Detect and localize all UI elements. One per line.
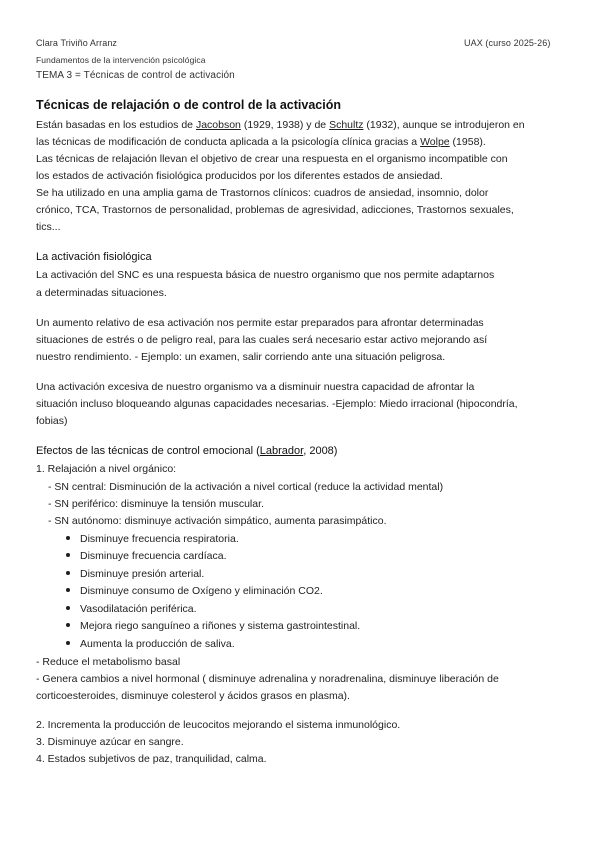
- intro-line-7: tics...: [36, 221, 61, 233]
- effects-item-4: 4. Estados subjetivos de paz, tranquilidad, calma.: [36, 753, 267, 765]
- ref-labrador: Labrador: [259, 445, 304, 457]
- hormonal-line-2: corticoesteroides, disminuye colesterol y ácidos grasos en plasma).: [36, 690, 350, 702]
- activation-p2-line-2: situaciones de estrés o de peligro real, para las cuales será necesario estar activo mejorando así: [36, 334, 488, 346]
- bullet-icon: [66, 606, 70, 610]
- activation-p2-line-3: nuestro rendimiento. - Ejemplo: un examen, salir corriendo ante una situación peligrosa.: [36, 351, 446, 363]
- intro-line-4: los estados de activación fisiológica producidos por los diferentes estados de ansiedad.: [36, 170, 443, 182]
- sn-periferico: - SN periférico: disminuye la tensión muscular.: [48, 498, 264, 510]
- bullet-icon: [66, 588, 70, 592]
- ref-jacobson: Jacobson: [195, 119, 241, 131]
- author-name: Clara Triviño Arranz: [36, 38, 118, 48]
- intro-line-5: Se ha utilizado en una amplia gama de Trastornos clínicos: cuadros de ansiedad, insomnio, dolor: [36, 187, 489, 199]
- intro-line-6: crónico, TCA, Trastornos de personalidad, problemas de agresividad, adicciones, Trastornos sexuales,: [36, 204, 514, 216]
- bullet-icon: [66, 623, 70, 627]
- ref-wolpe: Wolpe: [420, 136, 450, 148]
- list-item: Disminuye frecuencia respiratoria.: [66, 531, 239, 548]
- bullet-icon: [66, 571, 70, 575]
- bullet-icon: [66, 536, 70, 540]
- list-item: Vasodilatación periférica.: [66, 601, 197, 618]
- list-item: Disminuye presión arterial.: [66, 566, 204, 583]
- activation-p1-line-1: La activación del SNC es una respuesta básica de nuestro organismo que nos permite adaptarnos: [36, 269, 495, 281]
- effects-heading: Efectos de las técnicas de control emocional (Labrador, 2008): [36, 445, 338, 457]
- activation-p3-line-3: fobias): [36, 415, 68, 427]
- list-item: Mejora riego sanguíneo a riñones y sistema gastrointestinal.: [66, 618, 360, 635]
- intro-line-2: las técnicas de modificación de conducta aplicada a la psicología clínica gracias a Wolpe (1958).: [36, 136, 486, 148]
- activation-heading: La activación fisiológica: [36, 251, 152, 263]
- page-title: Técnicas de relajación o de control de la activación: [36, 98, 341, 112]
- effects-item-2: 2. Incrementa la producción de leucocitos mejorando el sistema inmunológico.: [36, 719, 401, 731]
- topic-title: TEMA 3 = Técnicas de control de activación: [36, 70, 235, 81]
- activation-p3-line-2: situación incluso bloqueando algunas capacidades necesarias. -Ejemplo: Miedo irracional (hipocondría,: [36, 398, 518, 410]
- metabolism-item: - Reduce el metabolismo basal: [36, 656, 181, 668]
- activation-p3-line-1: Una activación excesiva de nuestro organismo va a disminuir nuestra capacidad de afrontar la: [36, 381, 475, 393]
- list-item: Disminuye frecuencia cardíaca.: [66, 548, 226, 565]
- sn-central: - SN central: Disminución de la activación a nivel cortical (reduce la actividad mental): [48, 481, 444, 493]
- activation-p2-line-1: Un aumento relativo de esa activación nos permite estar preparados para afrontar determinadas: [36, 317, 484, 329]
- subject-name: Fundamentos de la intervención psicológica: [36, 55, 206, 65]
- list-item: Aumenta la producción de saliva.: [66, 636, 235, 653]
- hormonal-line-1: - Genera cambios a nivel hormonal ( disminuye adrenalina y noradrenalina, disminuye liberación de: [36, 673, 499, 685]
- ref-schultz: Schultz: [329, 119, 364, 131]
- activation-p1-line-2: a determinadas situaciones.: [36, 287, 167, 299]
- bullet-icon: [66, 553, 70, 557]
- list-item: Disminuye consumo de Oxígeno y eliminación CO2.: [66, 583, 323, 600]
- bullet-icon: [66, 641, 70, 645]
- effects-item-3: 3. Disminuye azúcar en sangre.: [36, 736, 184, 748]
- sn-autonomo: - SN autónomo: disminuye activación simpático, aumenta parasimpático.: [48, 515, 387, 527]
- course-info: UAX (curso 2025-26): [464, 38, 551, 48]
- effects-item-1: 1. Relajación a nivel orgánico:: [36, 463, 177, 475]
- intro-line-1: Están basadas en los estudios de Jacobson (1929, 1938) y de Schultz (1932), aunque se introdujeron en: [36, 119, 525, 131]
- intro-line-3: Las técnicas de relajación llevan el objetivo de crear una respuesta en el organismo incompatible con: [36, 153, 508, 165]
